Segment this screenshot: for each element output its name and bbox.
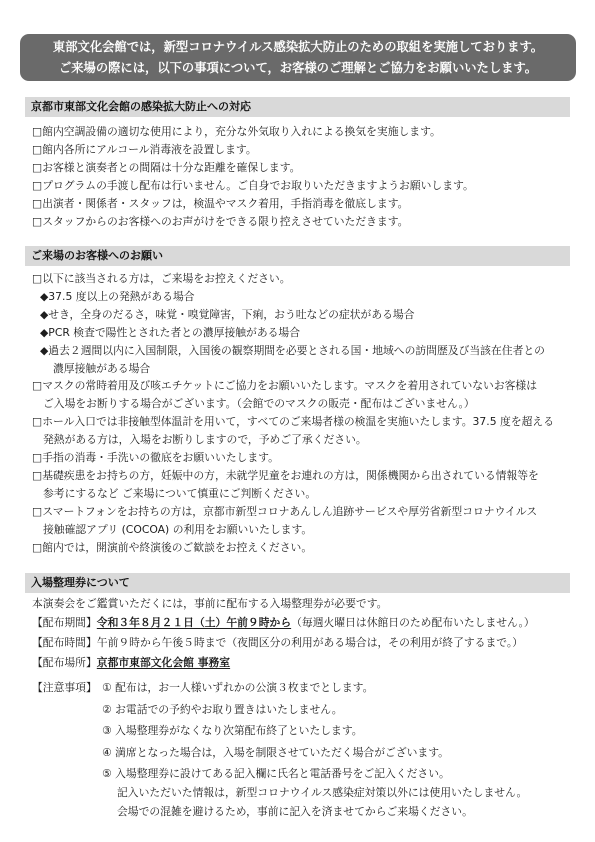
sub-list-item: ◆PCR 検査で陽性とされた者との濃厚接触がある場合 (40, 325, 301, 339)
list-item: □手指の消毒・手洗いの徹底をお願いいたします。 (32, 451, 279, 465)
notes-label: 【注意事項】 (32, 681, 97, 694)
note-item: ② お電話での予約やお取り置きはいたしません。 (102, 703, 343, 716)
distribution-place (32, 654, 230, 672)
note-item: ③ 入場整理券がなくなり次第配布終了といたします。 (102, 724, 363, 737)
list-item: □館内では，開演前や終演後のご歓談をお控えください。 (32, 540, 313, 554)
list-item: □プログラムの手渡し配布は行いません。ご自身でお取りいただきますようお願いします。 (32, 179, 474, 192)
list-item: □ホール入口では非接触型体温計を用いて，すべてのご来場者様の検温を実施いたします。37.5 度を超える (32, 415, 555, 429)
sub-list-item: ◆せき，全身のだるさ，味覚・嗅覚障害，下痢，おう吐などの症状がある場合 (40, 307, 415, 321)
list-item: □スタッフからのお客様へのお声がけをできる限り控えさせていただきます。 (32, 215, 409, 228)
place-value: 京都市東部文化会館 事務室 (96, 656, 231, 669)
sub-list-item: ◆過去２週間以内に入国制限，入国後の観察期間を必要とされる国・地域への訪問歴及び当該在住者との (40, 343, 545, 357)
banner-line-1: 東部文化会館では，新型コロナウイルス感染拡大防止のための取組を実施しております。 (52, 40, 544, 54)
banner-line-2: ご来場の際には，以下の事項について，お客様のご理解とご協力をお願いいたします。 (58, 61, 538, 75)
list-item: □お客様と演奏者との間隔は十分な距離を確保します。 (32, 161, 301, 174)
note-item: ① 配布は，お一人様いずれかの公演３枚までとします。 (102, 681, 374, 694)
place-label: 【配布場所】 (32, 656, 97, 669)
list-item: □館内空調設備の適切な使用により，充分な外気取り入れによる換気を実施します。 (32, 125, 441, 138)
hours-value: 午前９時から午後５時まで（夜間区分の利用がある場合は，その利用が終了するまで。） (96, 636, 524, 649)
list-item-continuation: ご入場をお断りする場合がございます。（会館でのマスクの販売・配布はございません。） (43, 397, 475, 411)
section-heading-tickets: 入場整理券について (25, 573, 570, 593)
list-item: □スマートフォンをお持ちの方は，京都市新型コロナあんしん追跡サービスや厚労省新型コロナウイルス (32, 504, 538, 518)
section-heading-requests: ご来場のお客様へのお願い (25, 246, 570, 266)
sub-list-item-continuation: 濃厚接触がある場合 (53, 361, 151, 375)
note-item: ④ 満席となった場合は，入場を制限させていただく場合がございます。 (102, 746, 449, 759)
sub-list-item: ◆37.5 度以上の発熱がある場合 (40, 289, 195, 303)
list-item-continuation: 接触確認アプリ (COCOA) の利用をお願いいたします。 (43, 522, 313, 536)
list-item: □出演者・関係者・スタッフは，検温やマスク着用，手指消毒を徹底します。 (32, 197, 409, 210)
distribution-period (32, 614, 535, 632)
note-item: ⑤ 入場整理券に設けてある記入欄に氏名と電話番号をご記入ください。 (102, 767, 450, 780)
notice-banner (20, 34, 576, 81)
tickets-intro: 本演奏会をご鑑賞いただくには，事前に配布する入場整理券が必要です。 (32, 597, 388, 610)
period-note: （毎週火曜日は休館日のため配布いたしません。） (291, 616, 535, 629)
list-item-continuation: 発熱がある方は，入場をお断りしますので，予めご了承ください。 (43, 433, 367, 447)
hours-label: 【配布時間】 (32, 636, 97, 649)
list-item: □以下に該当される方は，ご来場をお控えください。 (32, 272, 291, 285)
distribution-hours (32, 634, 523, 652)
list-item: □館内各所にアルコール消毒液を設置します。 (32, 143, 257, 156)
list-item: □マスクの常時着用及び咳エチケットにご協力をお願いいたします。マスクを着用されていないお客様は (32, 379, 538, 393)
period-label: 【配布期間】 (32, 616, 97, 629)
list-item-continuation: 参考にするなど ご来場について慎重にご判断ください。 (43, 486, 317, 500)
period-value: 令和３年８月２１日（土）午前９時から (96, 616, 292, 629)
requests-list (32, 270, 572, 557)
note-continuation: 会場での混雑を避けるため，事前に記入を済ませてからご来場ください。 (117, 805, 473, 818)
section-heading-measures: 京都市東部文化会館の感染拡大防止への対応 (25, 97, 570, 117)
list-item: □基礎疾患をお持ちの方，妊娠中の方，未就学児童をお連れの方は，関係機関から出されている情報等を (32, 468, 539, 482)
note-continuation: 記入いただいた情報は，新型コロナウイルス感染症対策以外には使用いたしません。 (117, 786, 528, 799)
measures-list (32, 123, 572, 231)
